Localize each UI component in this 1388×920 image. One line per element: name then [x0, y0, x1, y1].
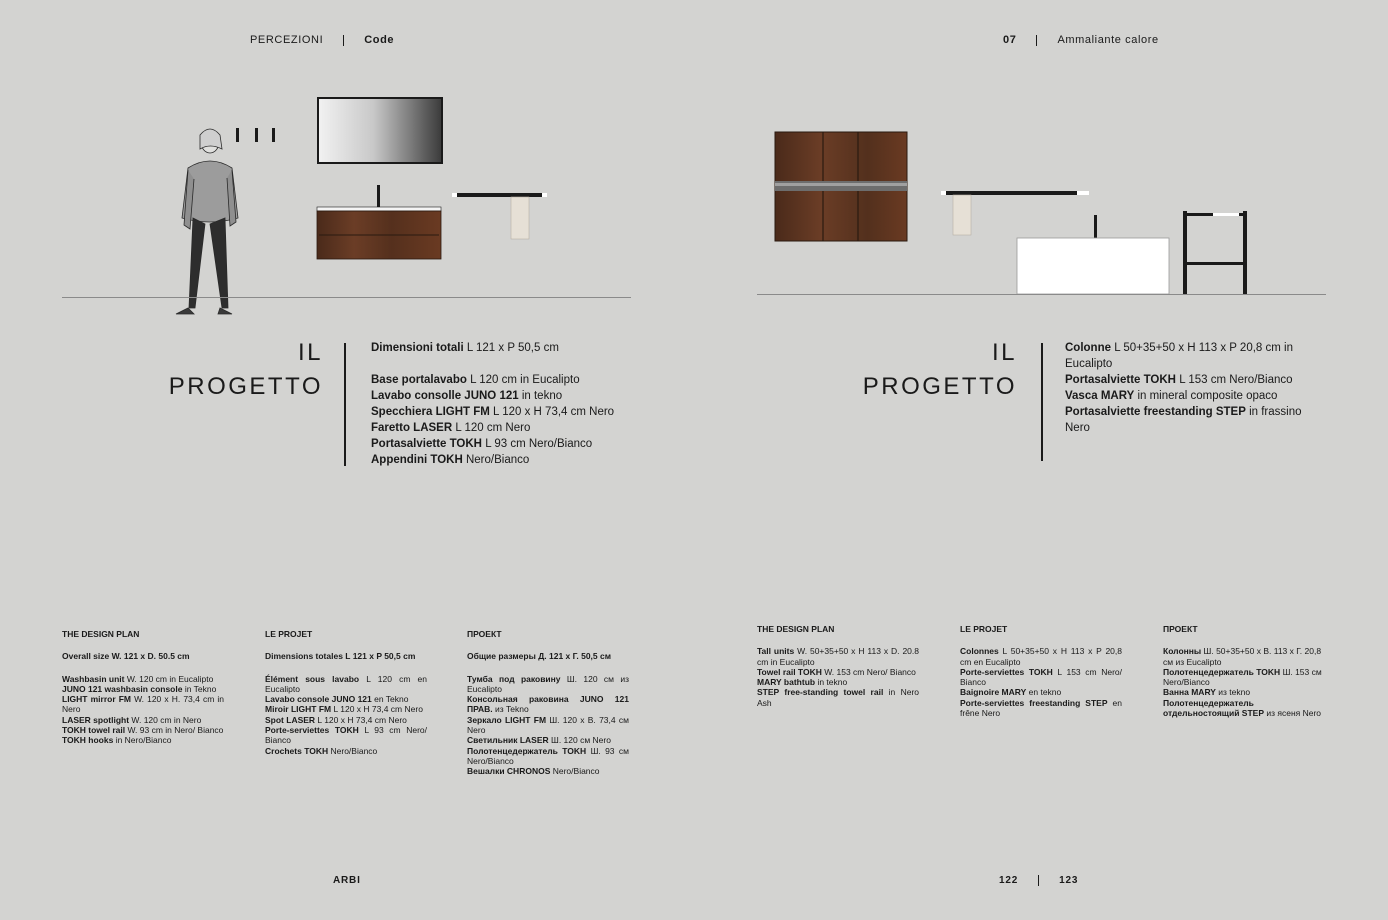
spec-item: Portasalviette freestanding STEP in frassino Nero	[1065, 406, 1302, 434]
step-freestanding-towel-rail	[1183, 211, 1247, 295]
translation-item: Spot LASER L 120 x H 73,4 cm Nero	[265, 714, 407, 725]
mary-bathtub	[1017, 238, 1169, 294]
title-line-2: PROGETTO	[862, 373, 1017, 400]
left-project-title	[123, 336, 323, 404]
translation-item: MARY bathtub in tekno	[757, 677, 848, 688]
translation-item: Полотенцедержатель TOKH Ш. 93 см Nero/Bianco	[467, 745, 629, 766]
spec-item: Base portalavabo L 120 cm in Eucalipto	[371, 374, 580, 386]
chapter-number: 07	[1003, 34, 1017, 46]
left-en-column	[62, 629, 224, 746]
translation-item: Lavabo console JUNO 121 en Tekno	[265, 694, 409, 705]
tokh-towel-rail	[941, 191, 1089, 195]
spec-item: Colonne L 50+35+50 x H 113 x P 20,8 cm in Eucalipto	[1065, 342, 1293, 370]
hanging-towel	[953, 195, 971, 235]
colonne-tall-units	[775, 132, 907, 241]
title-line-2: PROGETTO	[168, 373, 323, 400]
spec-item: Lavabo consolle JUNO 121 in tekno	[371, 390, 563, 402]
left-title-divider	[344, 343, 346, 466]
footer-divider	[1038, 875, 1039, 886]
column-title: THE DESIGN PLAN	[62, 629, 140, 639]
translation-item: Washbasin unit W. 120 cm in Eucalipto	[62, 673, 214, 684]
spec-item: Vasca MARY in mineral composite opaco	[1065, 390, 1278, 402]
right-project-title	[817, 336, 1017, 404]
translation-item: TOKH towel rail W. 93 cm in Nero/ Bianco	[62, 725, 224, 736]
column-title: ПРОЕКТ	[1163, 624, 1198, 634]
chapter-title: Ammaliante calore	[1057, 34, 1159, 46]
spec-item: Portasalviette TOKH L 153 cm Nero/Bianco	[1065, 374, 1293, 386]
left-fr-column	[265, 629, 427, 756]
column-title: ПРОЕКТ	[467, 629, 502, 639]
right-specs-list	[1065, 340, 1325, 436]
translation-item: TOKH hooks in Nero/Bianco	[62, 735, 172, 746]
left-bathroom-elevation-drawing	[60, 90, 635, 320]
translation-item: Porte-serviettes TOKH L 93 cm Nero/ Bianco	[265, 725, 427, 746]
spec-item: Faretto LASER L 120 cm Nero	[371, 422, 531, 434]
translation-item: Colonnes L 50+35+50 x H 113 x P 20,8 cm en Eucalipto	[960, 646, 1122, 667]
translation-item: Porte-serviettes TOKH L 153 cm Nero/ Bianco	[960, 666, 1123, 688]
translation-item: Porte-serviettes freestanding STEP en frêne Nero	[960, 697, 1122, 719]
left-footer-brand: ARBI	[333, 875, 361, 886]
hanging-towel	[511, 197, 529, 239]
faucet	[377, 185, 380, 207]
translation-item: Консольная раковина JUNO 121 ПРАВ. из Tekno	[467, 694, 629, 715]
title-line-1: IL	[297, 339, 323, 366]
spec-item: Portasalviette TOKH L 93 cm Nero/Bianco	[371, 438, 593, 450]
right-running-header	[1003, 34, 1159, 46]
page-number-left: 122	[999, 875, 1019, 887]
overall-size: Dimensions totales L 121 x P 50,5 cm	[265, 651, 416, 662]
juno-console-top	[317, 207, 441, 211]
translation-item: Élément sous lavabo L 120 cm en Eucalipto	[265, 673, 427, 694]
translation-item: Baignoire MARY en tekno	[960, 687, 1062, 698]
overall-size: Общие размеры Д. 121 x Г. 50,5 см	[467, 651, 612, 662]
section-name: PERCEZIONI	[250, 34, 324, 46]
left-running-header	[250, 34, 394, 46]
tokh-towel-rail	[452, 193, 547, 197]
left-specs-list	[371, 340, 631, 468]
translation-item: Светильник LASER Ш. 120 см Nero	[467, 735, 611, 746]
translation-item: Колонны Ш. 50+35+50 x В. 113 x Г. 20,8 см из Eucalipto	[1163, 646, 1322, 667]
left-ru-column	[467, 629, 629, 777]
translation-item: JUNO 121 washbasin console in Tekno	[62, 683, 217, 694]
floor-line	[62, 297, 631, 298]
translation-item: Вешалки CHRONOS Nero/Bianco	[467, 766, 600, 777]
column-title: THE DESIGN PLAN	[757, 624, 835, 634]
right-en-column	[757, 624, 919, 708]
right-title-divider	[1041, 343, 1043, 461]
translation-item: Ванна MARY из tekno	[1163, 687, 1251, 698]
woman-figure-sketch	[176, 129, 238, 314]
column-title: LE PROJET	[960, 624, 1008, 634]
spec-item: Appendini TOKH Nero/Bianco	[371, 454, 530, 466]
translation-item: Полотенцедержатель отдельностоящий STEP из ясеня Nero	[1163, 697, 1322, 719]
right-fr-column	[960, 624, 1122, 718]
translation-item: STEP free-standing towel rail in Nero Ash	[757, 687, 920, 708]
header-divider	[343, 35, 344, 46]
right-bathroom-elevation-drawing	[755, 125, 1330, 300]
translation-item: Miroir LIGHT FM L 120 x H 73,4 cm Nero	[265, 704, 423, 715]
bath-faucet	[1094, 215, 1097, 239]
right-ru-column	[1163, 624, 1328, 718]
translation-item: Tall units W. 50+35+50 x H 113 x D. 20.8 cm in Eucalipto	[757, 646, 919, 667]
translation-item: Зеркало LIGHT FM Ш. 120 x В. 73,4 см Nero	[467, 714, 629, 736]
page-numbers-footer	[999, 875, 1078, 886]
collection-name: Code	[364, 34, 395, 46]
translation-item: LIGHT mirror FM W. 120 x H. 73,4 cm in Nero	[62, 694, 224, 715]
tokh-hooks	[236, 128, 275, 142]
translation-item: Crochets TOKH Nero/Bianco	[265, 745, 378, 756]
translation-item: LASER spotlight W. 120 cm in Nero	[62, 714, 202, 725]
header-divider	[1036, 35, 1037, 46]
light-fm-mirror	[318, 98, 442, 163]
translation-item: Тумба под раковину Ш. 120 см из Eucalipto	[467, 673, 629, 694]
page-number-right: 123	[1059, 875, 1079, 887]
floor-line	[757, 294, 1326, 295]
column-title: LE PROJET	[265, 629, 313, 639]
overall-size: Overall size W. 121 x D. 50.5 cm	[62, 651, 190, 662]
spec-item: Dimensioni totali L 121 x P 50,5 cm	[371, 342, 559, 354]
spec-item: Specchiera LIGHT FM L 120 x H 73,4 cm Nero	[371, 406, 615, 418]
title-line-1: IL	[991, 339, 1017, 366]
translation-item: Полотенцедержатель TOKH Ш. 153 см Nero/Bianco	[1163, 666, 1322, 688]
translation-item: Towel rail TOKH W. 153 cm Nero/ Bianco	[757, 666, 916, 677]
